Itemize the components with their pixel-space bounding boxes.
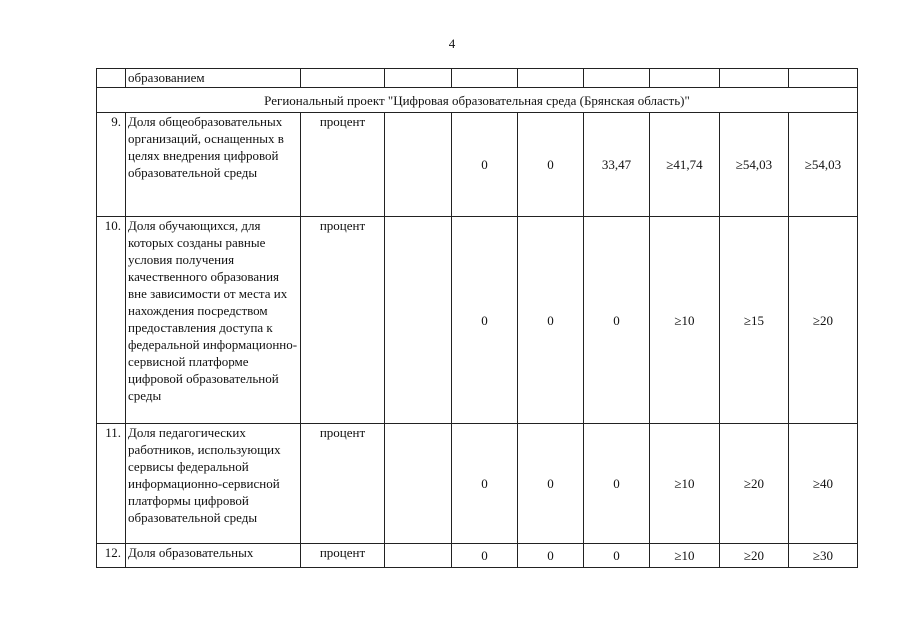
continuation-row bbox=[97, 69, 858, 88]
indicator-name: Доля общеобразовательных организаций, оснащенных в целях внедрения цифровой образовательной среды bbox=[126, 113, 301, 217]
value-cell bbox=[385, 544, 452, 568]
unit-cell: процент bbox=[301, 424, 385, 544]
indicator-name: Доля обучающихся, для которых созданы равные условия получения качественного образования вне зависимости от места их нахождения посредством предоставления доступа к федеральной информационно-сервисной платформе цифровой образовательной среды bbox=[126, 217, 301, 424]
section-title: Региональный проект "Цифровая образовательная среда (Брянская область)" bbox=[97, 88, 858, 113]
unit-cell: процент bbox=[301, 113, 385, 217]
table-row bbox=[97, 113, 858, 217]
value-cell: 0 bbox=[584, 424, 650, 544]
value-cell bbox=[385, 113, 452, 217]
row-number: 10. bbox=[97, 217, 126, 424]
value-cell: 0 bbox=[584, 217, 650, 424]
value-cell: ≥10 bbox=[650, 217, 720, 424]
value-cell: 33,47 bbox=[584, 113, 650, 217]
cell-num bbox=[97, 69, 126, 88]
section-header-row bbox=[97, 88, 858, 113]
value-cell: ≥20 bbox=[720, 544, 789, 568]
value-cell: 0 bbox=[452, 113, 518, 217]
value-cell: 0 bbox=[584, 544, 650, 568]
table-row bbox=[97, 217, 858, 424]
value-cell: ≥54,03 bbox=[720, 113, 789, 217]
unit-cell: процент bbox=[301, 217, 385, 424]
indicators-table bbox=[96, 68, 858, 568]
table-row bbox=[97, 544, 858, 568]
value-cell: ≥54,03 bbox=[789, 113, 858, 217]
value-cell: 0 bbox=[518, 113, 584, 217]
value-cell: ≥41,74 bbox=[650, 113, 720, 217]
row-number: 12. bbox=[97, 544, 126, 568]
value-cell: 0 bbox=[518, 424, 584, 544]
row-number: 9. bbox=[97, 113, 126, 217]
value-cell: 0 bbox=[452, 217, 518, 424]
value-cell: ≥20 bbox=[789, 217, 858, 424]
value-cell: ≥20 bbox=[720, 424, 789, 544]
cell-name: образованием bbox=[126, 69, 301, 88]
value-cell: 0 bbox=[518, 217, 584, 424]
value-cell bbox=[385, 217, 452, 424]
value-cell: ≥10 bbox=[650, 424, 720, 544]
value-cell: 0 bbox=[452, 544, 518, 568]
unit-cell: процент bbox=[301, 544, 385, 568]
value-cell: ≥10 bbox=[650, 544, 720, 568]
indicator-name: Доля образовательных bbox=[126, 544, 301, 568]
indicator-name: Доля педагогических работников, использующих сервисы федеральной информационно-сервисной платформы цифровой образовательной среды bbox=[126, 424, 301, 544]
row-number: 11. bbox=[97, 424, 126, 544]
value-cell: 0 bbox=[518, 544, 584, 568]
value-cell: 0 bbox=[452, 424, 518, 544]
page-number: 4 bbox=[448, 36, 456, 51]
value-cell bbox=[385, 424, 452, 544]
value-cell: ≥15 bbox=[720, 217, 789, 424]
value-cell: ≥40 bbox=[789, 424, 858, 544]
value-cell: ≥30 bbox=[789, 544, 858, 568]
table-row bbox=[97, 424, 858, 544]
